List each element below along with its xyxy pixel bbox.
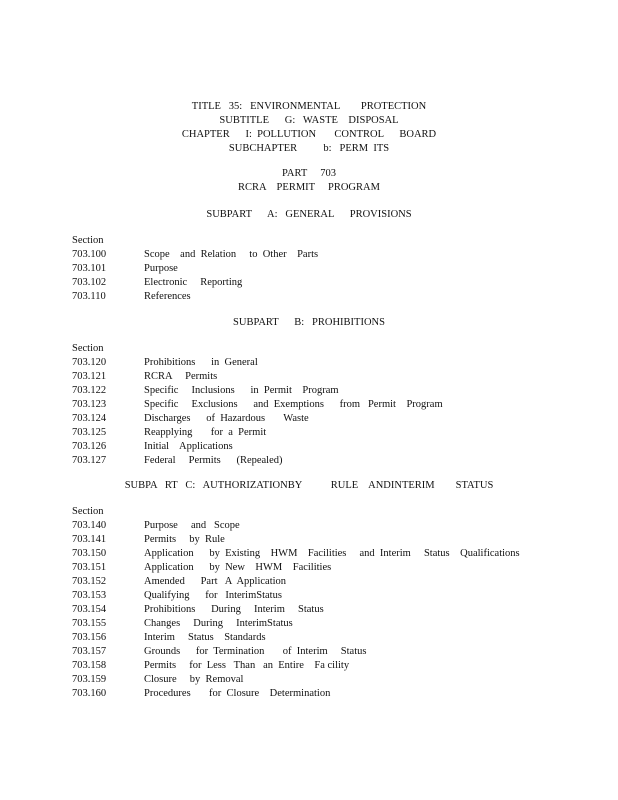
section-number: 703.100 — [72, 249, 107, 260]
section-number: 703.101 — [72, 263, 107, 274]
section-number: 703.150 — [72, 548, 107, 559]
section-number: 703.127 — [72, 455, 107, 466]
section-title: Federal Permits (Repealed) — [144, 455, 283, 466]
subpart-b-heading: SUBPART B: PROHIBITIONS — [233, 317, 385, 328]
section-number: 703.152 — [72, 576, 107, 587]
section-title: Closure by Removal — [144, 674, 244, 685]
section-number: 703.122 — [72, 385, 107, 396]
section-title: Application by Existing HWM Facilities and Interim Status Qualifications — [144, 548, 520, 559]
section-title: Application by New HWM Facilities — [144, 562, 332, 573]
section-number: 703.141 — [72, 534, 107, 545]
section-number: 703.159 — [72, 674, 107, 685]
subchapter-heading: SUBCHAPTER b: PERM ITS — [228, 143, 390, 154]
section-number: 703.151 — [72, 562, 107, 573]
section-number: 703.121 — [72, 371, 107, 382]
section-title: Procedures for Closure Determination — [144, 688, 331, 699]
section-number: 703.125 — [72, 427, 107, 438]
section-title: Electronic Reporting — [144, 277, 243, 288]
section-title: Purpose — [144, 263, 178, 274]
section-number: 703.123 — [72, 399, 107, 410]
section-number: 703.110 — [72, 291, 106, 302]
section-title: Permits by Rule — [144, 534, 225, 545]
section-title: Scope and Relation to Other Parts — [144, 249, 319, 260]
section-title: Interim Status Standards — [144, 632, 266, 643]
section-number: 703.153 — [72, 590, 107, 601]
section-title: Purpose and Scope — [144, 520, 240, 531]
section-number: 703.102 — [72, 277, 107, 288]
subpart-c-heading: SUBPA RT C: AUTHORIZATIONBY RULE ANDINTERIM STATUS — [124, 480, 494, 491]
section-title: Prohibitions in General — [144, 357, 258, 368]
chapter-heading: CHAPTER I: POLLUTION CONTROL BOARD — [181, 129, 437, 140]
section-number: 703.126 — [72, 441, 107, 452]
section-title: RCRA Permits — [144, 371, 218, 382]
section-title: Qualifying for InterimStatus — [144, 590, 282, 601]
section-title: Reapplying for a Permit — [144, 427, 267, 438]
section-number: 703.154 — [72, 604, 107, 615]
section-title: Amended Part A Application — [144, 576, 287, 587]
part-heading: PART 703 — [282, 168, 336, 179]
section-title: Prohibitions During Interim Status — [144, 604, 324, 615]
section-number: 703.120 — [72, 357, 107, 368]
section-title: Initial Applications — [144, 441, 233, 452]
section-title: Changes During InterimStatus — [144, 618, 293, 629]
subtitle-heading: SUBTITLE G: WASTE DISPOSAL — [219, 115, 399, 126]
subpart-a-heading: SUBPART A: GENERAL PROVISIONS — [206, 209, 412, 220]
section-number: 703.157 — [72, 646, 107, 657]
section-title: Permits for Less Than an Entire Fa cility — [144, 660, 350, 671]
section-number: 703.160 — [72, 688, 107, 699]
subpart-c-section-label: Section — [72, 506, 104, 517]
part-name-heading: RCRA PERMIT PROGRAM — [238, 182, 380, 193]
subpart-b-section-label: Section — [72, 343, 104, 354]
title-heading: TITLE 35: ENVIRONMENTAL PROTECTION — [191, 101, 427, 112]
section-number: 703.140 — [72, 520, 107, 531]
section-number: 703.158 — [72, 660, 107, 671]
section-title: Grounds for Termination of Interim Status — [144, 646, 367, 657]
subpart-a-section-label: Section — [72, 235, 104, 246]
section-title: Specific Inclusions in Permit Program — [144, 385, 339, 396]
section-title: References — [144, 291, 191, 302]
section-title: Specific Exclusions and Exemptions from Permit Program — [144, 399, 443, 410]
section-title: Discharges of Hazardous Waste — [144, 413, 309, 424]
section-number: 703.124 — [72, 413, 107, 424]
section-number: 703.156 — [72, 632, 107, 643]
section-number: 703.155 — [72, 618, 107, 629]
